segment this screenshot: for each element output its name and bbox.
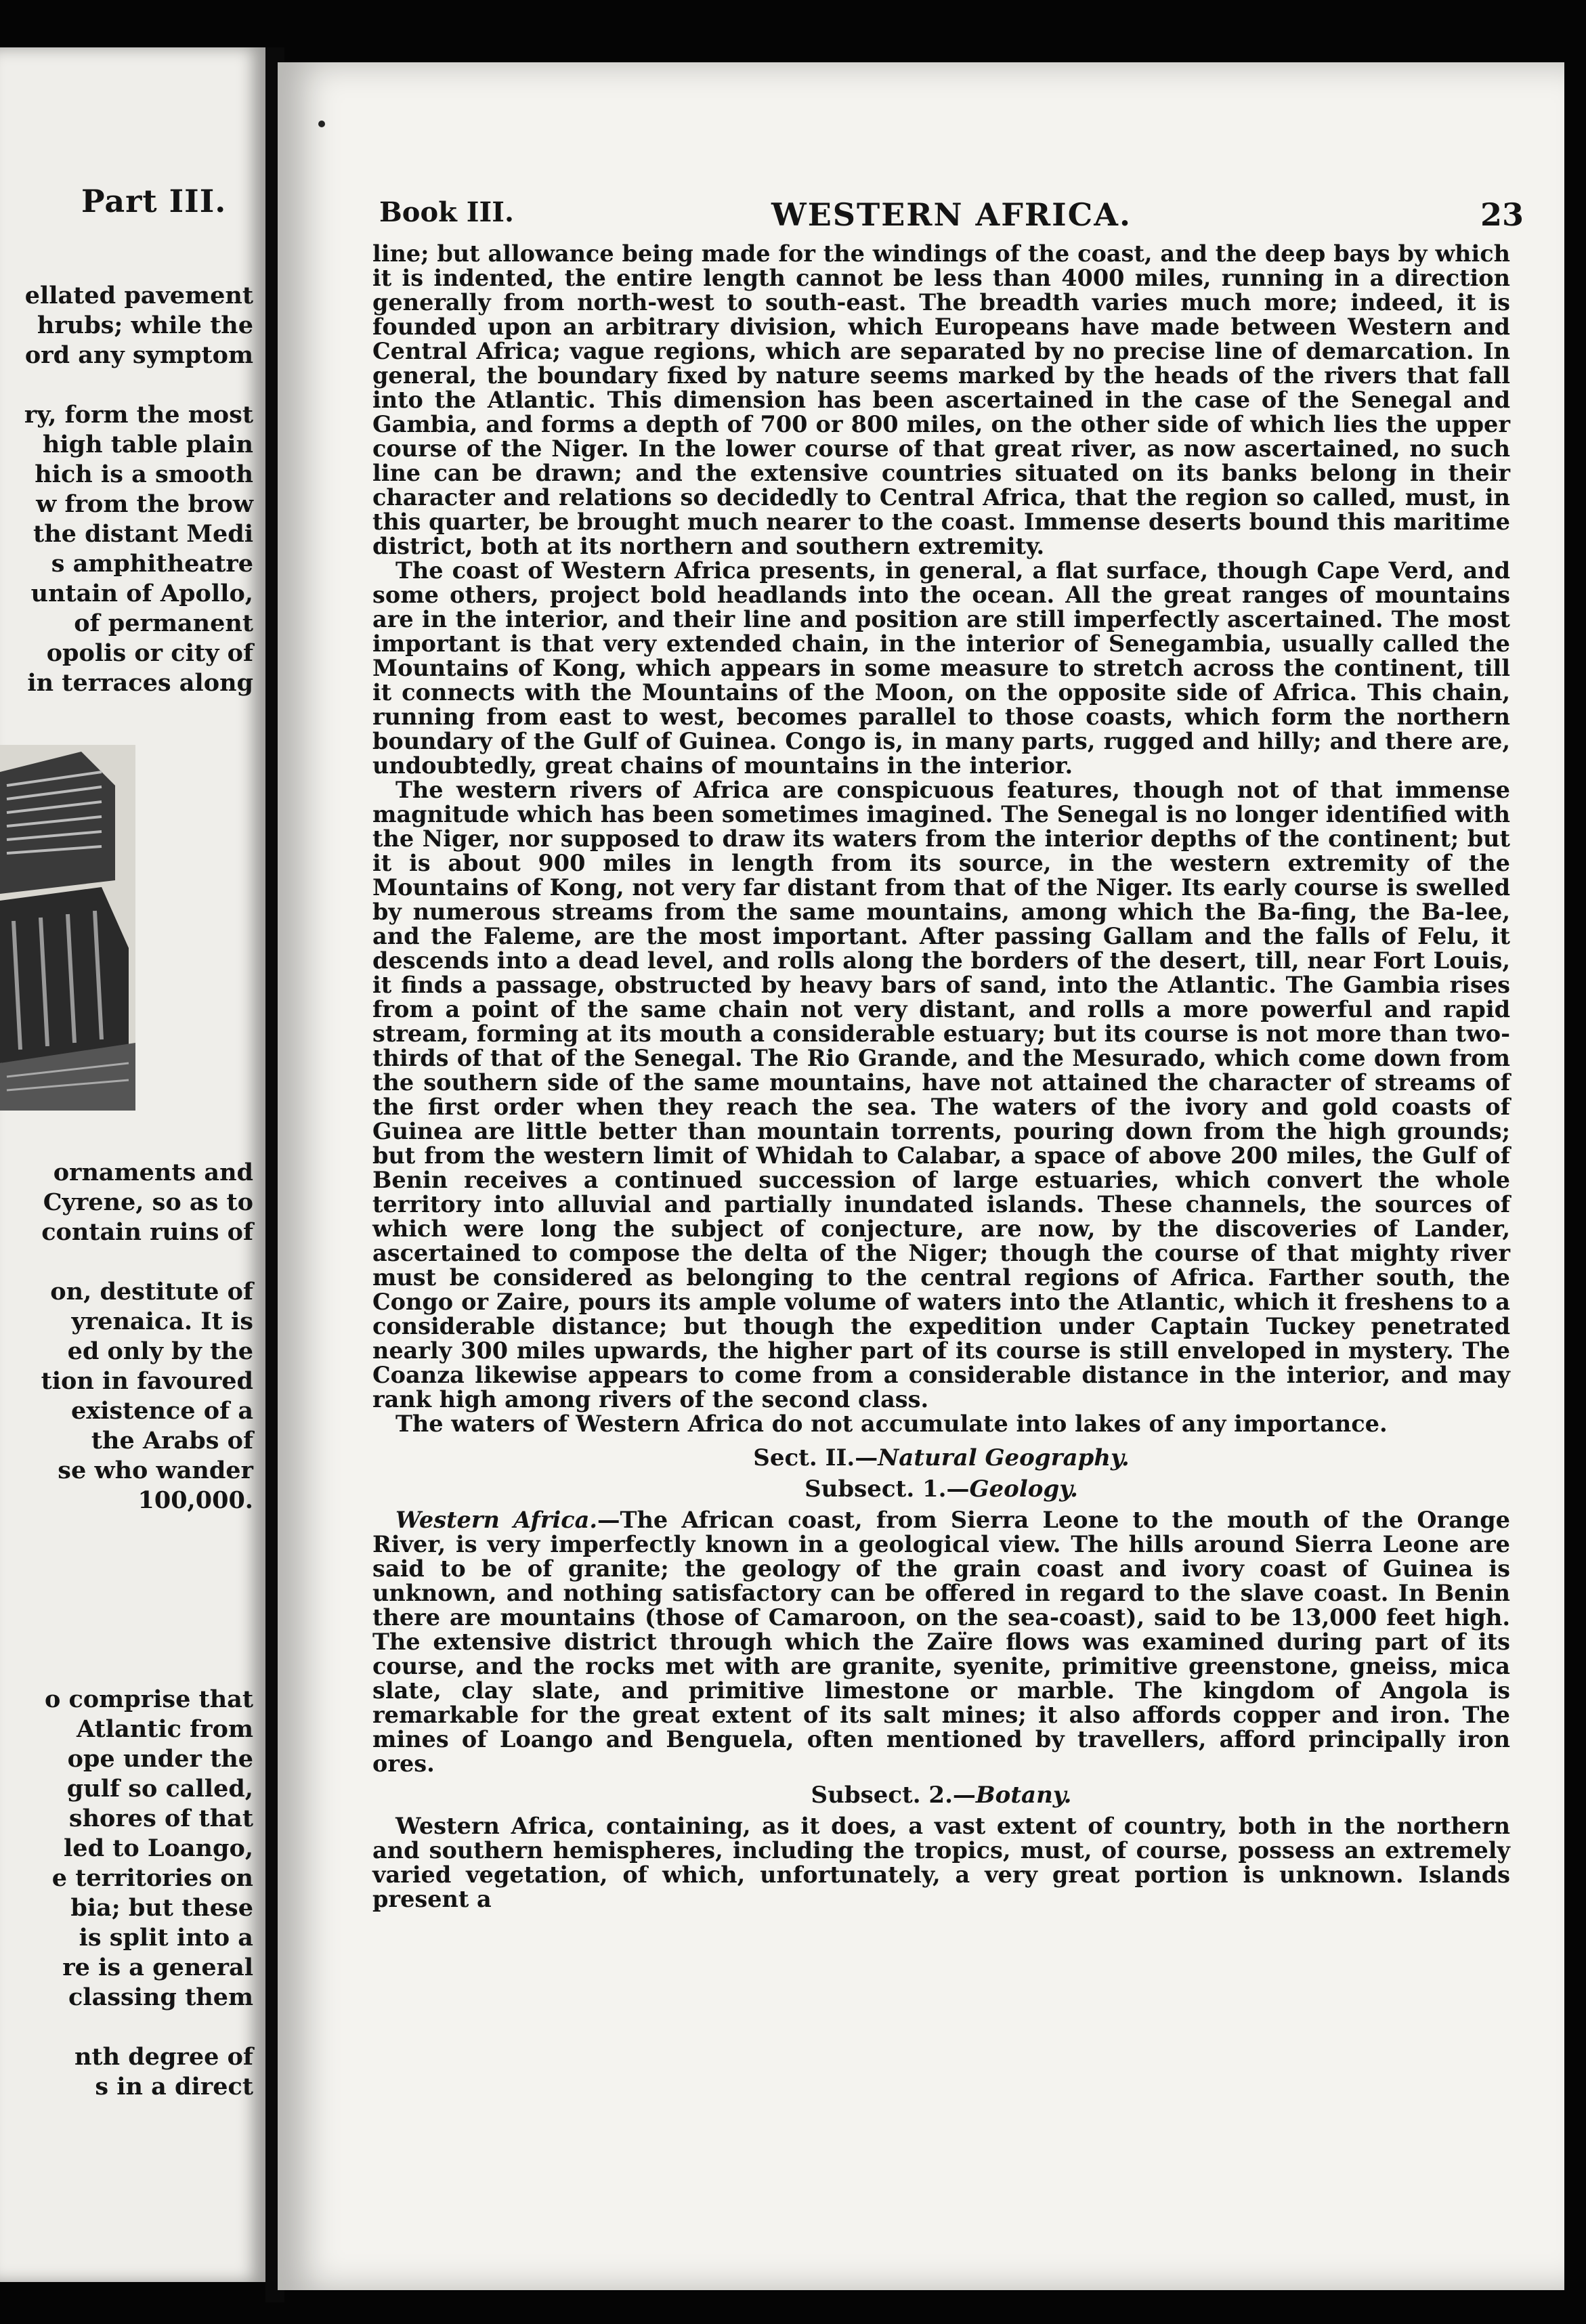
page-number: 23 xyxy=(1480,196,1524,233)
left-text-line: hich is a smooth xyxy=(35,460,253,488)
left-text-line: ry, form the most xyxy=(24,401,253,429)
left-engraving-illustration xyxy=(0,745,135,1111)
paragraph: The coast of Western Africa presents, in general, a flat surface, though Cape Verd, and some others, project bold headlands into the ocean. All the great ranges of mountains are in the interior, and their line and position are still imperfectly ascertained. The most important is that very extended chain, in the interior of Senegambia, usually called the Mountains of Kong, which appears in some measure to stretch across the continent, till it connects with the Mountains of the Moon, on the opposite side of Africa. This chain, running from east to west, becomes parallel to those coasts, which form the northern boundary of the Gulf of Guinea. Congo is, in many parts, rugged and hilly; and there are, undoubtedly, great chains of mountains in the interior. xyxy=(372,557,1510,779)
page-speck xyxy=(318,121,325,127)
subsection-heading-botany xyxy=(372,1783,1510,1807)
left-text-line: re is a general xyxy=(62,1954,253,1981)
left-text-line: s amphitheatre xyxy=(51,550,253,578)
body-text xyxy=(372,242,1510,1912)
left-text-line xyxy=(41,1247,253,1277)
left-text-line: w from the brow xyxy=(36,490,253,518)
paragraph: The western rivers of Africa are conspicuous features, though not of that immense magnitude which has been sometimes imagined. The Senegal is no longer identified with the Niger, nor supposed to draw its waters from the interior depths of the continent; but it is about 900 miles in length from its source, in the western extremity of the Mountains of Kong, not very far distant from that of the Niger. Its early course is swelled by numerous streams from the same mountains, among which the Ba-fing, the Ba-lee, and the Faleme, are the most important. After passing Gallam and the falls of Felu, it descends into a dead level, and rolls along the borders of the desert, till, near Fort Louis, it finds a passage, obstructed by heavy bars of sand, into the Atlantic. The Gambia rises from a point of the same chain not very distant, and rolls a more powerful and rapid stream, forming at its mouth a considerable estuary; but its course is not more than two-thirds of that of the Senegal. The Rio Grande, and the Mesurado, which come down from the southern side of the same mountains, have not attained the character of streams of the first order when they reach the sea. The waters of the ivory and gold coasts of Guinea are little better than mountain torrents, pouring down from the high grounds; but from the western limit of Whidah to Calabar, a space of above 200 miles, the Gulf of Benin receives a continued succession of large estuaries, which convert the whole territory into alluvial and partially inundated islands. These channels, the sources of which were long the subject of conjecture, are now, by the discoveries of Lander, ascertained to compose the delta of the Niger; though the course of that mighty river must be considered as belonging to the central regions of Africa. Farther south, the Congo or Zaire, pours its ample volume of waters into the Atlantic, which it freshens to a considerable distance; but though the expedition under Captain Tuckey penetrated nearly 300 miles upwards, the higher part of its course is still enveloped in mystery. The Coanza likewise appears to come from a considerable distance in the interior, and may rank high among rivers of the second class. xyxy=(372,777,1510,1413)
left-text-line xyxy=(45,2013,253,2042)
left-text-line: on, destitute of xyxy=(50,1278,253,1306)
left-text-line: hrubs; while the xyxy=(37,311,253,339)
left-text-line: the Arabs of xyxy=(91,1427,253,1455)
paragraph-botany: Western Africa, containing, as it does, a vast extent of country, both in the northern and southern hemispheres, including the tropics, must, of course, possess an extremely varied vegetation, of which, unfortunately, a very great portion is unknown. Islands present a xyxy=(372,1813,1510,1912)
subsection-label: Subsect. 2.— xyxy=(811,1782,976,1809)
left-text-line: ellated pavement xyxy=(24,282,253,309)
left-text-line: in terraces along xyxy=(27,669,253,697)
left-text-line: yrenaica. It is xyxy=(71,1308,253,1335)
left-text-line: 100,000. xyxy=(137,1486,253,1514)
left-text-line: led to Loango, xyxy=(64,1834,253,1862)
left-text-line: ornaments and xyxy=(53,1159,253,1186)
main-page xyxy=(278,62,1564,2290)
left-text-line: ord any symptom xyxy=(24,341,253,369)
left-text-line: e territories on xyxy=(51,1864,253,1892)
subsection-label: Subsect. 1.— xyxy=(805,1476,970,1503)
left-text-line: gulf so called, xyxy=(66,1775,253,1803)
left-text-line: shores of that xyxy=(68,1805,253,1832)
left-text-line: the distant Medi xyxy=(33,520,253,548)
running-head xyxy=(379,196,1524,244)
left-text-line: se who wander xyxy=(58,1457,253,1484)
left-text-line: classing them xyxy=(68,1983,253,2011)
left-text-line: ope under the xyxy=(67,1745,253,1773)
page-title: WESTERN AFRICA. xyxy=(771,196,1132,233)
left-text-line: high table plain xyxy=(42,431,253,458)
left-text-line: nth degree of xyxy=(74,2043,253,2071)
book-label: Book III. xyxy=(379,196,514,228)
left-text-middle xyxy=(41,1158,253,1515)
section-label: Sect. II.— xyxy=(753,1444,878,1471)
section-title: Natural Geography. xyxy=(878,1444,1130,1471)
left-text-line: ed only by the xyxy=(67,1337,253,1365)
left-text-line: contain ruins of xyxy=(41,1218,253,1246)
left-text-line: of permanent xyxy=(74,609,253,637)
paragraph: The waters of Western Africa do not accumulate into lakes of any importance. xyxy=(395,1411,1388,1437)
subsection-title: Geology. xyxy=(969,1476,1078,1503)
left-facing-page xyxy=(0,47,265,2282)
left-text-top xyxy=(24,281,253,698)
subsection-heading-geology xyxy=(372,1477,1510,1501)
left-running-head: Part III. xyxy=(81,183,227,219)
geology-lead: Western Africa. xyxy=(395,1507,598,1533)
subsection-title: Botany. xyxy=(975,1782,1072,1809)
left-text-line: o comprise that xyxy=(44,1685,253,1713)
paragraph: line; but allowance being made for the windings of the coast, and the deep bays by which it is indented, the entire length cannot be less than 4000 miles, running in a direction generally from north-west to south-east. The breadth varies much more; indeed, it is founded upon an arbitrary division, which Europeans have made between Western and Central Africa; vague regions, which are separated by no precise line of demarcation. In general, the boundary fixed by nature seems marked by the heads of the rivers that fall into the Atlantic. This dimension has been ascertained in the case of the Senegal and Gambia, and forms a depth of 700 or 800 miles, on the other side of which lies the upper course of the Niger. In the lower course of that great river, as now ascertained, no such line can be drawn; and the extensive countries situated on its banks belong in their character and relations so decidedly to Central Africa, that the region so called, must, in this quarter, be brought much nearer to the coast. Immense deserts bound this maritime district, both at its northern and southern extremity. xyxy=(372,240,1510,559)
section-heading xyxy=(372,1446,1510,1470)
left-text-line: untain of Apollo, xyxy=(30,580,253,607)
left-text-line: tion in favoured xyxy=(41,1367,253,1395)
left-text-line: Cyrene, so as to xyxy=(43,1188,253,1216)
left-text-line: s in a direct xyxy=(95,2073,253,2101)
left-text-line: Atlantic from xyxy=(77,1715,253,1743)
left-text-line: existence of a xyxy=(70,1397,253,1425)
geology-text: —The African coast, from Sierra Leone to the mouth of the Orange River, is very imperfectly known in a geological view. The hills around Sierra Leone are said to be of granite; the geology of the grain coast and ivory coast of Guinea is unknown, and nothing satisfactory can be offered in regard to the slave coast. In Benin there are mountains (those of Camaroon, on the sea-coast), said to be 13,000 feet high. The extensive district through which the Zaïre flows was examined during part of its course, and the rocks met with are granite, syenite, primitive greenstone, gneiss, mica slate, clay slate, and primitive limestone or marble. The kingdom of Angola is remarkable for the great extent of its salt mines; it also affords copper and iron. The mines of Loango and Benguela, often mentioned by travellers, afford principally iron ores. xyxy=(372,1507,1510,1777)
left-text-line: is split into a xyxy=(79,1924,253,1952)
left-text-line: opolis or city of xyxy=(46,639,253,667)
left-text-line xyxy=(24,370,253,400)
left-text-bottom xyxy=(45,1685,253,2102)
paragraph-geology xyxy=(372,1508,1510,1776)
left-text-line: bia; but these xyxy=(70,1894,253,1922)
